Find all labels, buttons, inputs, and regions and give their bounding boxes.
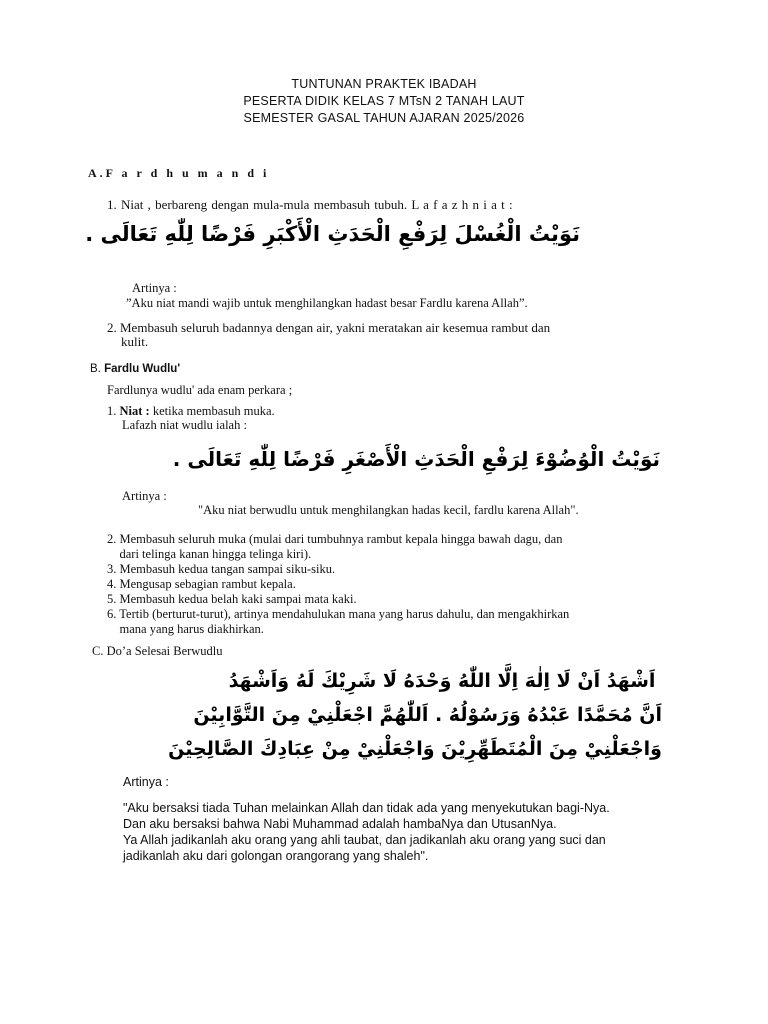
meaning-line: jadikanlah aku dari golongan orangorang yang shaleh". (123, 849, 429, 863)
arabic-niat-wudlu: نَوَيْتُ الْوُضُوْءَ لِرَفْعِ الْحَدَثِ الْأَصْغَرِ فَرْضًا لِلّٰهِ تَعَالَى . (172, 447, 660, 471)
list-item: dari telinga kanan hingga telinga kiri). (107, 547, 312, 561)
section-b-prefix: B. (90, 363, 101, 375)
list-item: 6. Tertib (berturut-turut), artinya mendahulukan mana yang harus dahulu, dan mengakhirkan (107, 607, 570, 621)
list-item: mana yang harus diakhirkan. (107, 622, 264, 636)
section-c-artinya-label: Artinya : (123, 775, 169, 789)
section-a-item2: 2. Membasuh seluruh badannya dengan air, yakni meratakan air kesemua rambut dan (107, 320, 551, 335)
list-item: 3. Membasuh kedua tangan sampai siku-siku. (107, 562, 336, 576)
list-item: 4. Mengusap sebagian rambut kepala. (107, 577, 296, 591)
section-b-item1-number: 1. (107, 404, 117, 418)
section-a-title: A.F a r d h u m a n d i (88, 166, 270, 180)
arabic-doa-block (168, 664, 662, 766)
section-b-item1-rest: ketika membasuh muka. (149, 404, 275, 418)
section-b-artinya-label: Artinya : (122, 489, 167, 503)
arabic-niat-mandi: نَوَيْتُ الْغُسْلَ لِرَفْعِ الْحَدَثِ الْأَكْبَرِ فَرْضًا لِلّٰهِ تَعَالَى . (85, 222, 580, 246)
meaning-line: Ya Allah jadikanlah aku orang yang ahli taubat, dan jadikanlah aku orang yang suci dan (123, 833, 606, 847)
section-b-artinya-text: "Aku niat berwudlu untuk menghilangkan hadas kecil, fardlu karena Allah". (198, 503, 579, 517)
section-c-meaning (123, 800, 610, 864)
section-b-title (90, 363, 180, 375)
section-b-lafazh: Lafazh niat wudlu ialah : (122, 418, 247, 432)
arabic-doa-line: وَاجْعَلْنِيْ مِنَ الْمُتَطَهِّرِيْنَ وَاجْعَلْنِيْ مِنْ عِبَادِكَ الصَّالِحِيْنَ (168, 738, 662, 760)
arabic-doa-line: اَنَّ مُحَمَّدًا عَبْدُهُ وَرَسُوْلُهُ . اَللّٰهُمَّ اجْعَلْنِيْ مِنَ التَّوَّابِيْنَ (193, 704, 662, 726)
section-b-title-text: Fardlu Wudlu' (104, 363, 181, 375)
section-a-artinya-label: Artinya : (132, 281, 177, 295)
header-semester: SEMESTER GASAL TAHUN AJARAN 2025/2026 (243, 111, 525, 125)
list-item: 5. Membasuh kedua belah kaki sampai mata kaki. (107, 592, 357, 606)
section-a-item1: 1. Niat , berbareng dengan mula-mula membasuh tubuh. L a f a z h n i a t : (107, 197, 513, 212)
document-header (0, 76, 768, 127)
arabic-doa-line: اَشْهَدُ اَنْ لَا اِلٰهَ اِلَّا اللّٰهُ وَحْدَهُ لَا شَرِيْكَ لَهُ وَاَشْهَدُ (228, 670, 656, 692)
section-b-intro: Fardlunya wudlu' ada enam perkara ; (107, 383, 293, 397)
list-item: 2. Membasuh seluruh muka (mulai dari tumbuhnya rambut kepala hingga bawah dagu, dan (107, 532, 563, 546)
section-a-artinya-text: ”Aku niat mandi wajib untuk menghilangkan hadast besar Fardlu karena Allah”. (126, 296, 528, 310)
header-subtitle: PESERTA DIDIK KELAS 7 MTsN 2 TANAH LAUT (243, 94, 525, 108)
section-b-item1 (107, 404, 275, 419)
header-title: TUNTUNAN PRAKTEK IBADAH (291, 77, 477, 91)
section-a-item2-cont: kulit. (121, 334, 149, 349)
section-b-item1-bold: Niat : (119, 404, 150, 418)
meaning-line: Dan aku bersaksi bahwa Nabi Muhammad adalah hambaNya dan UtusanNya. (123, 817, 557, 831)
meaning-line: "Aku bersaksi tiada Tuhan melainkan Allah dan tidak ada yang menyekutukan bagi-Nya. (123, 801, 610, 815)
section-b-list (107, 532, 569, 637)
section-c-title: C. Do’a Selesai Berwudlu (92, 644, 223, 658)
